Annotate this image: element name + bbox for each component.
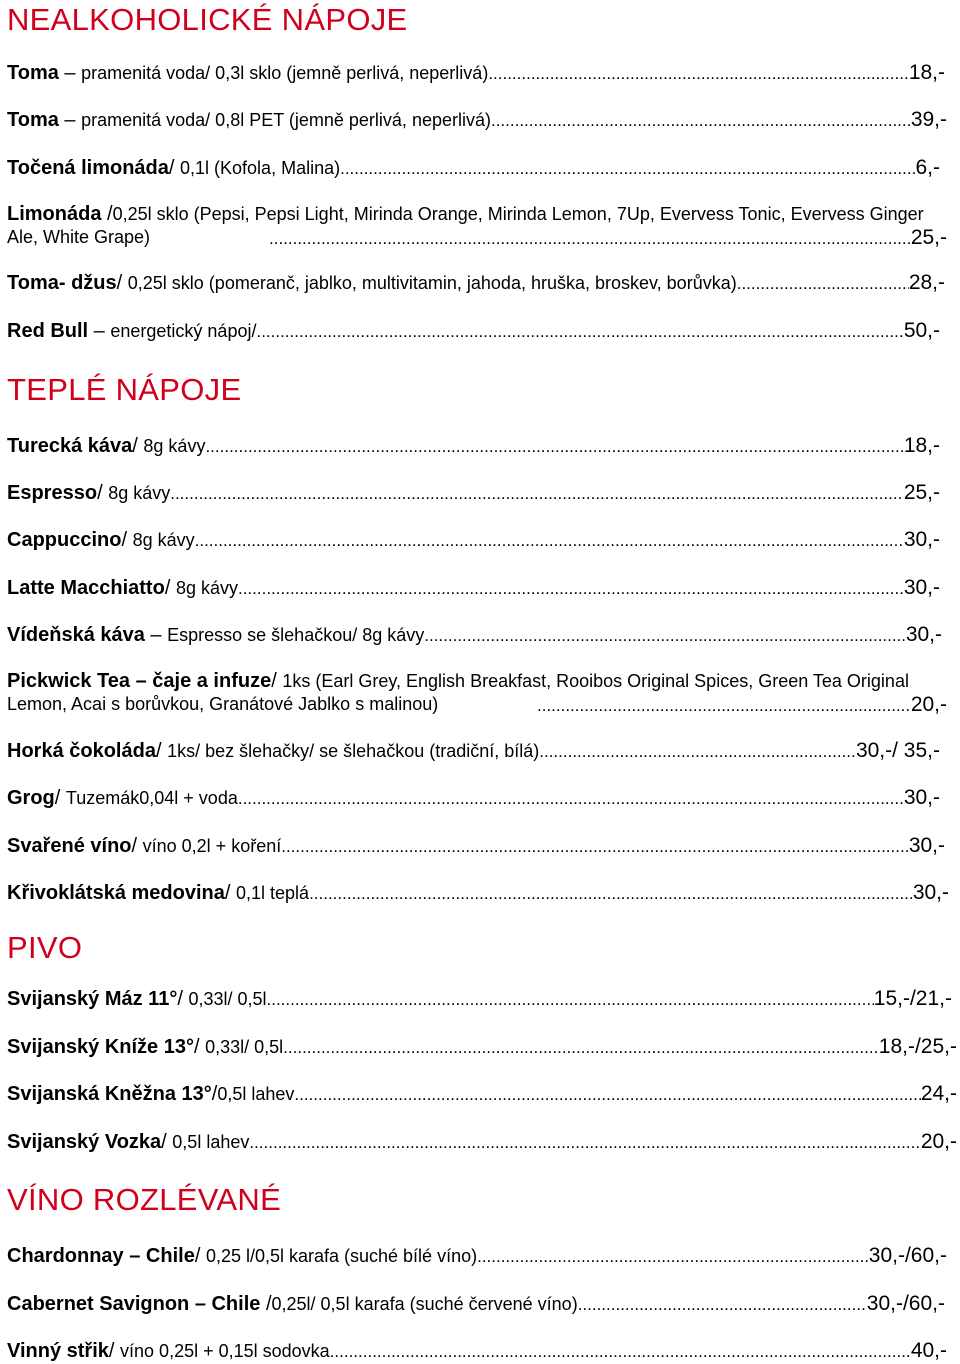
item-sep: – (58, 109, 82, 131)
menu-item (7, 987, 952, 1011)
item-desc: 8g kávy (143, 436, 206, 456)
item-price: 18,-/25,- (878, 1035, 957, 1058)
item-price: 30,- (912, 881, 949, 904)
item-price: 30,- (903, 786, 940, 809)
item-sep: / (131, 835, 143, 857)
dot-leader (340, 157, 915, 180)
item-desc: pramenitá voda/ 0,3l sklo (jemně perlivá, neperlivá) (81, 63, 489, 83)
item-name: Cappuccino (7, 529, 122, 551)
item-sep: / (132, 435, 144, 457)
item-price: 20,- (920, 1130, 957, 1153)
dot-leader (309, 882, 913, 905)
item-name: Vídeňská káva (7, 624, 145, 646)
item-price: 30,-/60,- (868, 1244, 947, 1267)
item-desc: 0,25l sklo (pomeranč, jablko, multivitamin, jahoda, hruška, broskev, borůvka) (127, 273, 737, 293)
menu-item (7, 576, 940, 600)
item-sep: / (116, 272, 128, 294)
menu-item (7, 1130, 957, 1154)
item-name: Toma (7, 62, 59, 84)
dot-leader (281, 835, 909, 858)
item-name: Svijanská Kněžna 13° (7, 1083, 212, 1105)
item-desc: 8g kávy (132, 530, 195, 550)
menu-item (7, 881, 949, 905)
menu-item (7, 434, 940, 458)
menu-item (7, 319, 940, 343)
dot-leader (205, 435, 903, 458)
item-name: Grog (7, 787, 55, 809)
item-desc: 0,33l/ 0,5l (188, 989, 267, 1009)
item-desc: 0,25l sklo (Pepsi, Pepsi Light, Mirinda Orange, Mirinda Lemon, 7Up, Evervess Tonic, Evervess Ginger Ale, White Grape) (7, 204, 924, 247)
dot-leader (424, 624, 906, 647)
item-sep: / (54, 787, 66, 809)
item-name: Horká čokoláda (7, 740, 156, 762)
menu-item (7, 1082, 957, 1106)
item-sep: – (58, 62, 82, 84)
item-name: Točená limonáda (7, 157, 169, 179)
item-name: Chardonnay – Chile (7, 1245, 195, 1267)
dot-leader (491, 109, 911, 132)
item-desc: 8g kávy (175, 578, 238, 598)
dot-leader (488, 62, 909, 85)
item-name: Limonáda (7, 203, 102, 225)
item-desc: 0,25 l/0,5l karafa (suché bílé víno) (205, 1246, 478, 1266)
item-name: Svijanský Máz 11° (7, 988, 178, 1010)
menu-item (7, 786, 940, 810)
item-desc: pramenitá voda/ 0,8l PET (jemně perlivá, neperlivá) (81, 110, 491, 130)
item-sep: – (88, 320, 111, 342)
item-sep: / (193, 1036, 206, 1058)
dot-leader (330, 1340, 911, 1363)
section-title-vino: VÍNO ROZLÉVANÉ (7, 1182, 282, 1217)
item-price: 25,- (910, 226, 947, 249)
item-desc: 0,1l (Kofola, Malina) (180, 158, 341, 178)
menu-item (7, 528, 940, 552)
item-price: 30,- (903, 576, 940, 599)
item-price: 30,- (908, 834, 945, 857)
dot-leader (195, 529, 904, 552)
item-price: 18,- (903, 434, 940, 457)
item-price: 30,- (905, 623, 942, 646)
item-name: Toma (7, 109, 59, 131)
item-sep: / (164, 577, 176, 599)
item-price: 24,- (920, 1082, 957, 1105)
dot-leader (170, 482, 904, 505)
item-name: Svijanský Vozka (7, 1131, 162, 1153)
item-name: Latte Macchiatto (7, 577, 165, 599)
menu-item (7, 1244, 947, 1268)
item-desc: 0,1l teplá (236, 883, 310, 903)
dot-leader (294, 1083, 920, 1106)
section-title-nealko: NEALKOHOLICKÉ NÁPOJE (7, 2, 408, 37)
dot-leader (578, 1293, 867, 1316)
item-sep: / (168, 157, 181, 179)
item-desc: 1ks/ bez šlehačky/ se šlehačkou (tradiční, bílá) (167, 741, 540, 761)
item-sep: / (161, 1131, 173, 1153)
dot-leader (537, 694, 911, 717)
item-desc: energetický nápoj/ (110, 321, 257, 341)
item-name: Svařené víno (7, 835, 132, 857)
item-price: 39,- (910, 108, 947, 131)
item-price: 30,-/60,- (866, 1292, 945, 1315)
item-sep: / (260, 1293, 272, 1315)
menu-item (7, 623, 942, 647)
item-desc: 0,25l/ 0,5l karafa (suché červené víno) (271, 1294, 578, 1314)
item-desc: 8g kávy (108, 483, 171, 503)
item-name: Toma- džus (7, 272, 117, 294)
item-sep: / (155, 740, 168, 762)
dot-leader (267, 988, 874, 1011)
dot-leader (539, 740, 856, 763)
item-name: Espresso (7, 482, 98, 504)
menu-item (7, 61, 945, 85)
item-name: Svijanský Kníže 13° (7, 1036, 194, 1058)
item-name: Red Bull (7, 320, 89, 342)
menu-item (7, 1035, 957, 1059)
dot-leader (477, 1245, 869, 1268)
section-title-teple: TEPLÉ NÁPOJE (7, 372, 242, 407)
item-desc: víno 0,2l + koření (142, 836, 282, 856)
item-price: 28,- (908, 271, 945, 294)
item-sep: – (144, 624, 168, 646)
menu-item (7, 739, 940, 763)
menu-item (7, 1339, 947, 1363)
item-name: Křivoklátská medovina (7, 882, 225, 904)
menu-item (7, 108, 947, 132)
item-name: Turecká káva (7, 435, 133, 457)
item-price: 50,- (903, 319, 940, 342)
menu-item (7, 271, 945, 295)
menu-item (7, 203, 947, 250)
item-price: 30,-/ 35,- (855, 739, 940, 762)
item-name: Cabernet Savignon – Chile (7, 1293, 261, 1315)
item-sep: / (177, 988, 189, 1010)
item-name: Vinný střik (7, 1340, 109, 1362)
item-desc: Tuzemák0,04l + voda (65, 788, 238, 808)
menu-item (7, 481, 940, 505)
item-desc: víno 0,25l + 0,15l sodovka (120, 1341, 330, 1361)
item-sep: / (271, 670, 283, 692)
section-title-pivo: PIVO (7, 930, 83, 965)
menu-item (7, 834, 945, 858)
item-sep: / (108, 1340, 121, 1362)
item-price: 18,- (908, 61, 945, 84)
item-sep: / (224, 882, 236, 904)
item-sep: / (97, 482, 109, 504)
item-price: 25,- (903, 481, 940, 504)
item-desc: 1ks (Earl Grey, English Breakfast, Rooibos Original Spices, Green Tea Original Lemon, Acai s borůvkou, Granátové Jablko s malinou) (7, 671, 909, 714)
dot-leader (249, 1131, 920, 1154)
item-price: 20,- (910, 693, 947, 716)
menu-item (7, 156, 940, 180)
dot-leader (283, 1036, 879, 1059)
dot-leader (238, 787, 904, 810)
item-sep: / (211, 1083, 218, 1105)
dot-leader (269, 227, 911, 250)
item-price: 15,-/21,- (873, 987, 952, 1010)
item-desc: 0,33l/ 0,5l (205, 1037, 284, 1057)
dot-leader (256, 320, 903, 343)
dot-leader (238, 577, 904, 600)
item-sep: / (194, 1245, 206, 1267)
item-sep: / (101, 203, 113, 225)
menu-item (7, 1292, 945, 1316)
item-price: 30,- (903, 528, 940, 551)
item-desc: 0,5l lahev (172, 1132, 250, 1152)
item-name: Pickwick Tea – čaje a infuze (7, 670, 272, 692)
item-desc: Espresso se šlehačkou/ 8g kávy (167, 625, 425, 645)
item-price: 40,- (910, 1339, 947, 1362)
menu-item (7, 670, 947, 717)
item-price: 6,- (915, 156, 940, 179)
dot-leader (737, 272, 909, 295)
item-sep: / (121, 529, 133, 551)
item-desc: 0,5l lahev (217, 1084, 295, 1104)
